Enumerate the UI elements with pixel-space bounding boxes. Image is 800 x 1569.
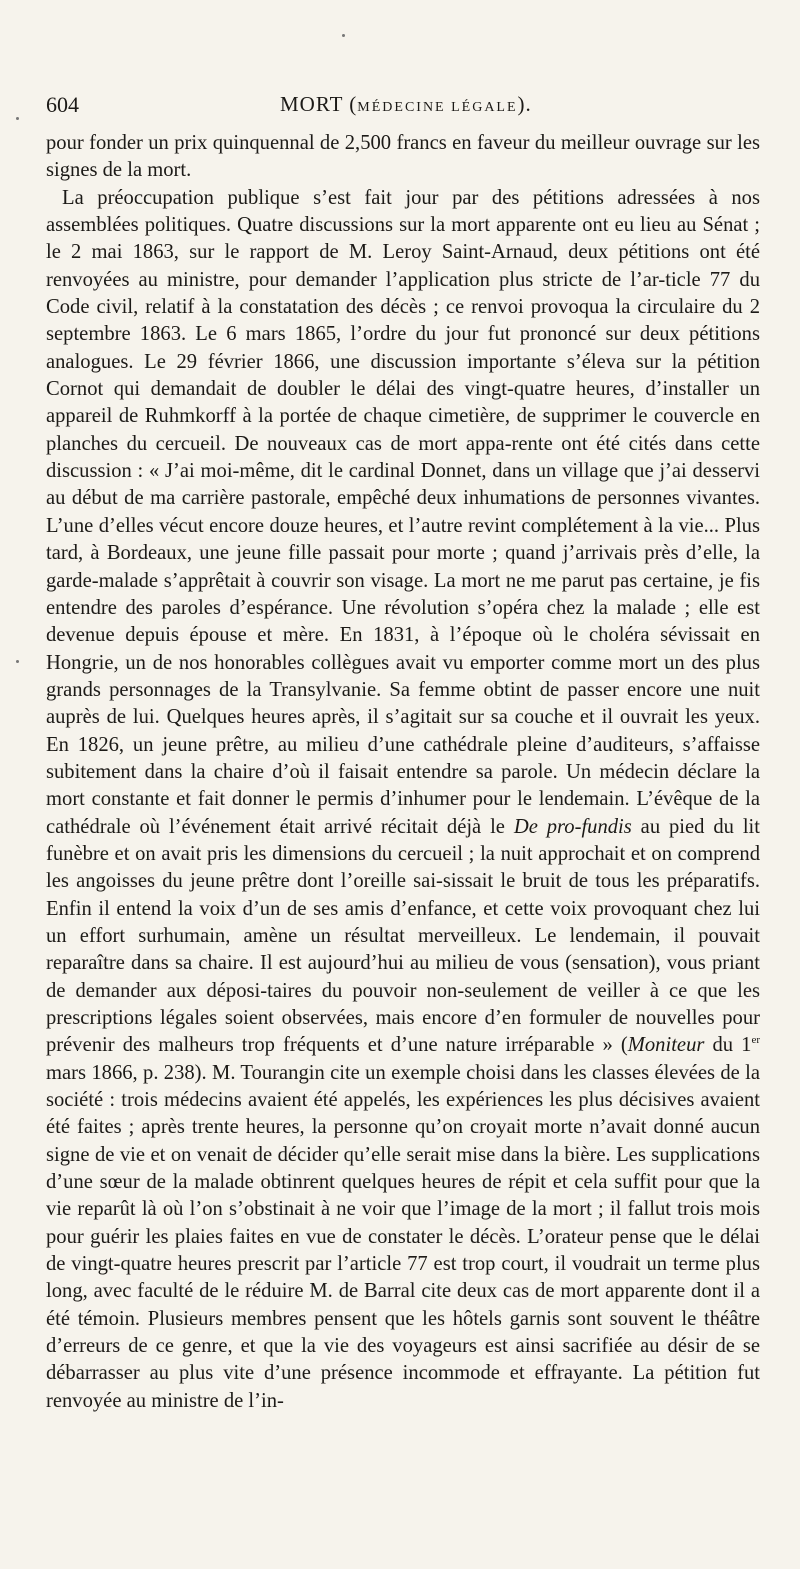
body-text — [46, 130, 760, 1415]
italic-source: Moniteur — [627, 1034, 705, 1057]
running-head — [280, 92, 532, 117]
paragraph-text: mars 1866, p. 238). M. Tourangin cite un exemple choisi dans les classes élevées de la société : trois médecins avaient été appelés, les expériences les plus décisives avaient été faites ; après trente heures, la personne qu’on croyait morte n’avait donné aucun signe de vie et on venait de décider qu’elle serait mise dans la bière. Les supplications d’une sœur de la malade obtinrent quelques heures de répit et cela suffit pour que la vie reparût là où l’on s’obstinait à ne voir que l’image de la mort ; il fallut trois mois pour guérir les plaies faites en vue de constater le décès. L’orateur pense que le délai de vingt-quatre heures prescrit par l’article 77 est trop court, il voudrait un terme plus long, avec faculté de le réduire M. de Barral cite deux cas de mort apparente dont il a été témoin. Plusieurs membres pensent que les hôtels garnis sont souvent le théâtre d’erreurs de ce genre, et que la vie des voyageurs est ainsi sacrifiée au désir de se débarrasser au plus vite d’une présence incommode et effrayante. La pétition fut renvoyée au ministre de l’in- — [46, 1061, 760, 1412]
superscript: er — [751, 1034, 760, 1047]
paragraph-petitions — [46, 185, 760, 1415]
paper-speck — [342, 34, 345, 37]
page-number: 604 — [46, 92, 79, 117]
paragraph-text: du 1 — [704, 1034, 752, 1057]
italic-title: De pro-fundis — [513, 815, 632, 838]
running-head-title: MORT ( — [280, 92, 358, 116]
paragraph-text: La préoccupation publique s’est fait jour par des pétitions adressées à nos assemblées politiques. Quatre discussions sur la mort apparente ont eu lieu au Sénat ; le 2 mai 1863, sur le rapport de M. Leroy Saint-Arnaud, deux pétitions ont été renvoyées au ministre, pour demander l’application plus stricte de l’ar-ticle 77 du Code civil, relatif à la constatation des décès ; ce renvoi provoqua la circulaire du 2 septembre 1863. Le 6 mars 1865, l’ordre du jour fut prononcé sur deux pétitions analogues. Le 29 février 1866, une discussion importante s’éleva sur la pétition Cornot qui demandait de doubler le délai des vingt-quatre heures, d’installer un appareil de Ruhmkorff à la portée de chaque cimetière, de supprimer le couvercle en planches du cercueil. De nouveaux cas de mort appa-rente ont été cités dans cette discussion : « J’ai moi-même, dit le cardinal Donnet, dans un village que j’ai desservi au début de ma carrière pastorale, empêché deux inhumations de personnes vivantes. L’une d’elles vécut encore douze heures, et l’autre revint complétement à la vie... Plus tard, à Bordeaux, une jeune fille passait pour morte ; quand j’arrivais près d’elle, la garde-malade s’apprêtait à couvrir son visage. La mort ne me parut pas certaine, je fis entendre des paroles d’espérance. Une révolution s’opéra chez la malade ; elle est devenue depuis épouse et mère. En 1831, à l’époque où le choléra sévissait en Hongrie, un de nos honorables collègues avait vu emporter comme mort un des plus grands personnages de la Transylvanie. Sa femme obtint de passer encore une nuit auprès de lui. Quelques heures après, il s’agitait sur sa couche et il ouvrait les yeux. En 1826, un jeune prêtre, au milieu d’une cathédrale pleine d’auditeurs, s’affaisse subitement dans la chaire d’où il faisait entendre sa parole. Un médecin déclare la mort constante et fait donner le permis d’inhumer pour le lendemain. L’évêque de la cathédrale où l’événement était arrivé récitait déjà le — [46, 186, 760, 838]
page-header — [46, 92, 760, 122]
paragraph-text: au pied du lit funèbre et on avait pris les dimensions du cercueil ; la nuit approchait et on comprend les angoisses du jeune prêtre dont l’oreille sai-sissait le bruit de tous les préparatifs. Enfin il entend la voix d’un de ses amis d’enfance, et cette voix provoquant chez lui un effort surhumain, amène un résultat merveilleux. Le lendemain, il pouvait reparaître dans sa chaire. Il est aujourd’hui au milieu de vous (sensation), vous priant de demander aux déposi-taires du pouvoir non-seulement de veiller à ce que les prescriptions légales soient observées, mais encore d’en formuler de nouvelles pour prévenir des malheurs trop fréquents et d’une nature irréparable » ( — [46, 815, 760, 1057]
paper-speck — [16, 660, 19, 663]
running-head-subtitle: MÉDECINE LÉGALE — [357, 100, 518, 115]
paragraph-continuation: pour fonder un prix quinquennal de 2,500 francs en faveur du meilleur ouvrage sur les signes de la mort. — [46, 132, 760, 182]
running-head-close: ). — [517, 92, 532, 116]
paper-speck — [16, 117, 19, 120]
